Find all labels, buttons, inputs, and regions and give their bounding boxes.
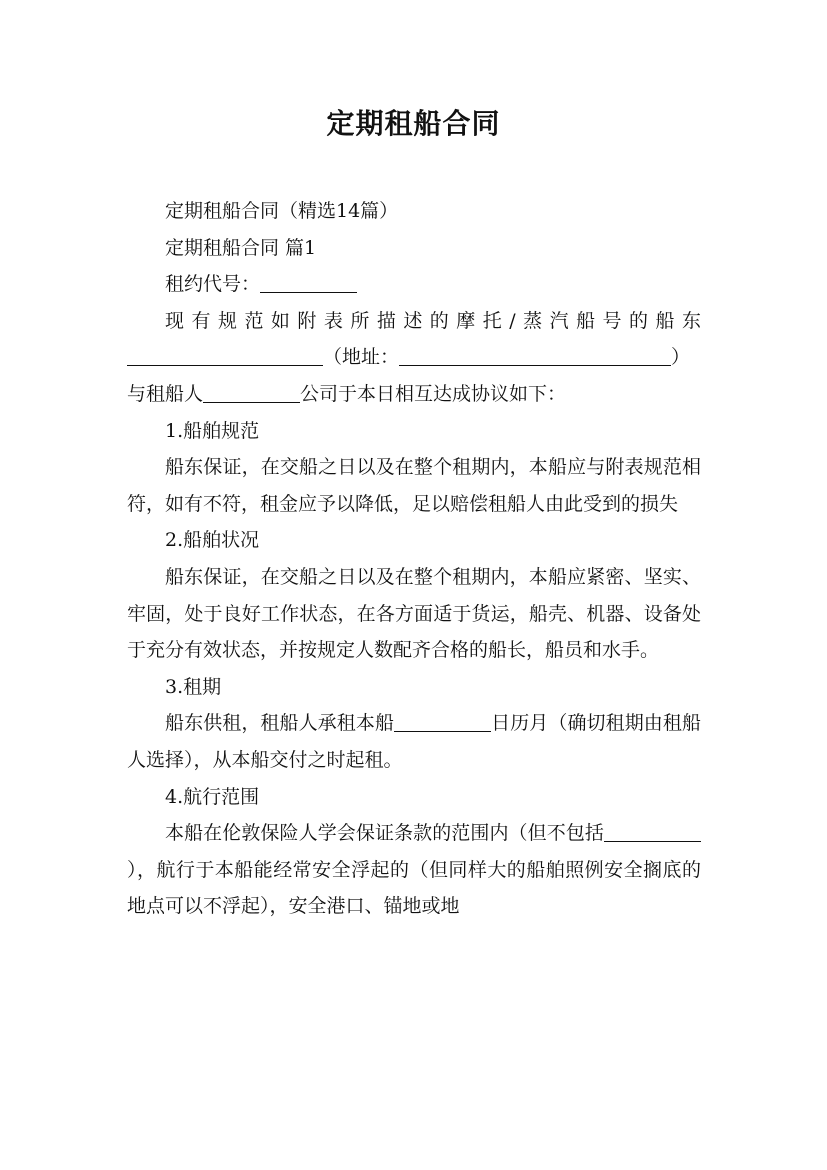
- clause-text-4: [127, 815, 701, 925]
- blank-line: [260, 272, 357, 293]
- clause-heading-3: 3.租期: [165, 675, 222, 698]
- clause-heading-1: 1.船舶规范: [165, 419, 260, 442]
- document-body: [127, 193, 701, 925]
- blank-line: [604, 821, 701, 842]
- text-run: ），航行于本船能经常安全浮起的（但同样大的船舶照例安全搁底的地点可以不浮起），安全港口、锚地或地: [127, 858, 701, 918]
- text-run: 船东供租，租船人承租本船: [165, 712, 395, 735]
- clause-text-2: 船东保证，在交船之日以及在整个租期内，本船应紧密、坚实、牢固，处于良好工作状态，在各方面适于货运，船壳、机器、设备处于充分有效状态，并按规定人数配齐合格的船长，船员和水手。: [127, 565, 701, 662]
- text-run: 现有规范如附表所描述的摩托/蒸汽船号的船东: [165, 309, 701, 332]
- blank-line: [394, 711, 491, 732]
- clause-heading-2: 2.船舶状况: [165, 529, 260, 552]
- text-run: 本船在伦敦保险人学会保证条款的范围内（但不包括: [165, 822, 604, 845]
- charter-code-label: 租约代号：: [165, 273, 261, 296]
- text-run: 公司于本日相互达成协议如下：: [300, 382, 567, 405]
- blank-line: [399, 345, 671, 366]
- charter-code-line: [127, 266, 701, 303]
- clause-text-3: [127, 705, 701, 778]
- blank-line: [127, 345, 323, 366]
- text-run: 日历月（确切租期由租船人选择），从本船交付之时起租。: [127, 712, 701, 771]
- subtitle-line: 定期租船合同（精选14篇）: [165, 200, 399, 222]
- text-run: ）: [671, 346, 691, 369]
- text-run: （地址：: [323, 346, 400, 369]
- blank-line: [203, 382, 300, 403]
- document-title: 定期租船合同: [326, 107, 501, 140]
- text-run: 与租船人: [127, 382, 204, 405]
- parties-paragraph: [127, 303, 701, 413]
- clause-text-1: 船东保证，在交船之日以及在整个租期内，本船应与附表规范相符，如有不符，租金应予以降低，足以赔偿租船人由此受到的损失: [127, 456, 701, 515]
- clause-heading-4: 4.航行范围: [165, 785, 260, 808]
- section-heading: 定期租船合同 篇1: [165, 236, 317, 259]
